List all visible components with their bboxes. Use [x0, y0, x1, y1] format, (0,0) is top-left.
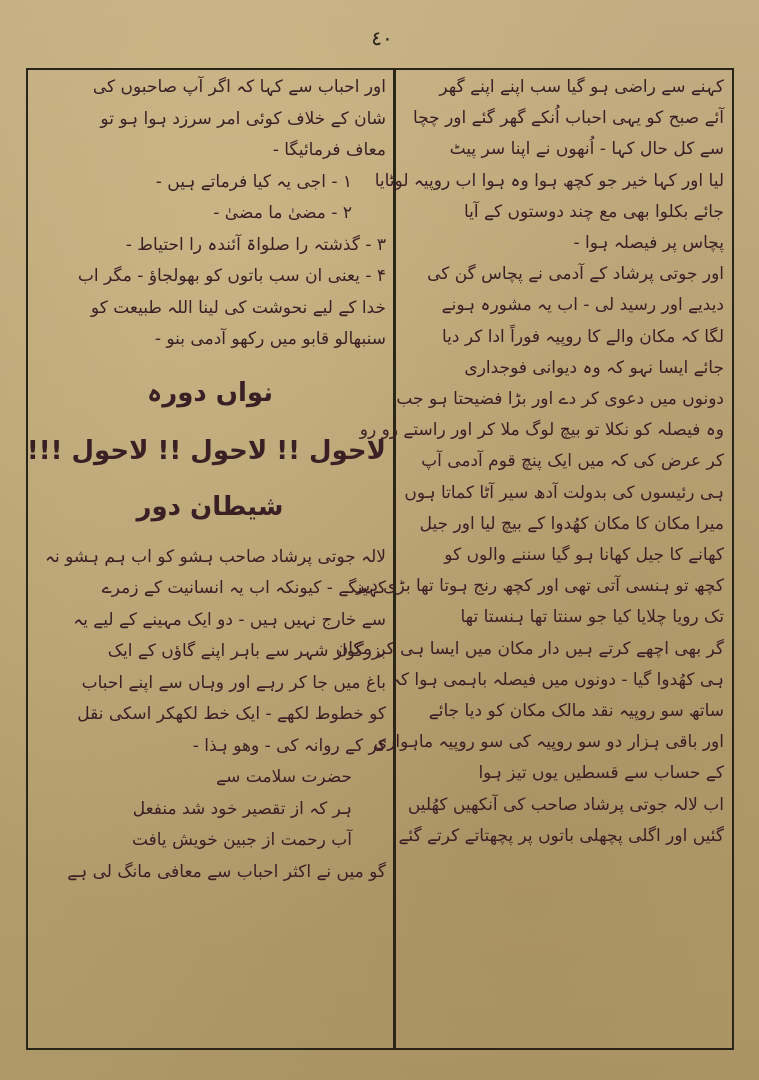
text-line: لگا کہ مکان والے کا روپیہ فوراً ادا کر دیا [442, 326, 724, 347]
text-line: شان کے خلاف کوئی امر سرزد ہوا ہو تو [100, 108, 386, 129]
text-line: کے حساب سے قسطیں یوں تیز ہوا [478, 763, 724, 784]
text-line: دونوں میں دعوی کر دے اور بڑا فضیحتا ہو جب [396, 389, 724, 410]
text-line: جائے بکلوا بھی مع چند دوستوں کے آیا [463, 201, 724, 222]
text-line: کہنے سے راضی ہو گیا سب اپنے اپنے گھر [439, 77, 724, 97]
text-line: کو خطوط لکھے - ایک خط لکھکر اسکی نقل [77, 704, 386, 724]
text-line: کر کے روانہ کی - وھو ہذا - [192, 735, 386, 756]
section-heading: نواں دورہ [147, 377, 273, 408]
text-line: ہی رئیسوں کی بدولت آدھ سیر آٹا کماتا ہوں [404, 482, 724, 503]
text-line: تک رویا چلایا کیا جو سنتا تھا ہنستا تھا [460, 607, 724, 628]
text-line: ساتھ سو روپیہ نقد مالک مکان کو دیا جائے [428, 701, 724, 722]
text-line: سے کل حال کہا - اُنھوں نے اپنا سر پیٹ [449, 139, 724, 160]
text-line: کر عرض کی کہ میں ایک پنچ قوم آدمی آپ [421, 451, 724, 472]
verse-line: ہر کہ از تقصیر خود شد منفعل [132, 798, 352, 819]
text-line: ہی کھُدوا گیا - دونوں میں فیصلہ باہمی ہوا کہ [390, 669, 724, 690]
text-line: خدا کے لیے نحوشت کی لینا اللہ طبیعت کو [90, 297, 386, 318]
column-divider [393, 68, 396, 1050]
section-subheading: شیطان دور [136, 491, 284, 522]
list-item: ۴ - یعنی ان سب باتوں کو بھولجاؤ - مگر اب [77, 266, 386, 286]
salutation: حضرت سلامت سے [216, 767, 352, 787]
text-line: سنبھالو قابو میں رکھو آدمی بنو - [154, 329, 386, 349]
text-line: اور باقی ہزار دو سو روپیہ کی سو روپیہ ماہواری [373, 732, 724, 753]
text-line: کہینگے - کیونکہ اب یہ انسانیت کے زمرے [101, 578, 386, 598]
text-line: گئیں اور اگلی پچھلی باتوں پر پچھتاتے کرتے گئے [398, 825, 724, 846]
text-line: پچاس پر فیصلہ ہوا - [573, 233, 724, 254]
text-line: لیا اور کہا خیر جو کچھ ہوا وہ ہوا اب روپیہ لوٹایا [374, 170, 724, 191]
list-item: ۳ - گذشتہ را صلواۃ آئندہ را احتیاط - [125, 234, 386, 255]
list-item: ۱ - اجی یہ کیا فرماتے ہیں - [155, 171, 352, 192]
text-line: وہ فیصلہ کو نکلا تو بیچ لوگ ملا کر اور راستے رو رو [359, 420, 724, 441]
page-number: ٤٠ [371, 26, 393, 50]
text-line: باغ میں جا کر رہے اور وہاں سے اپنے احباب [81, 672, 386, 693]
left-column [26, 72, 386, 888]
list-item: ۲ - مضیٰ ما مضیٰ - [213, 203, 352, 223]
text-line: آئے صبح کو یہی احباب اُنکے گھر گئے اور چچا [413, 108, 724, 129]
text-line: بزرگوار شہر سے باہر اپنے گاؤں کے ایک [107, 641, 386, 661]
text-line: لالہ جوتی پرشاد صاحب ہشو کو اب ہم ہشو نہ [45, 546, 386, 567]
text-line: جائے ایسا نہو کہ وہ دیوانی فوجداری [464, 357, 724, 378]
text-line: سے خارج نہیں ہیں - دو ایک مہینے کے لیے یہ [73, 609, 386, 630]
text-line: میرا مکان کا مکان کھُدوا کے بیچ لیا اور جیل [419, 513, 724, 534]
text-line: گو میں نے اکثر احباب سے معافی مانگ لی ہے [67, 861, 386, 882]
text-line: کچھ تو ہنسی آتی تھی اور کچھ رنج ہوتا تھا بڑی دیر [356, 576, 724, 597]
text-line: اور احباب سے کہا کہ اگر آپ صاحبوں کی [92, 77, 386, 97]
text-line: گر بھی اچھے کرتے ہیں دار مکان میں ایسا ہی کر مکان [335, 638, 724, 659]
text-line: دیدیے اور رسید لی - اب یہ مشورہ ہونے [441, 295, 724, 316]
text-line: اب لالہ جوتی پرشاد صاحب کی آنکھیں کھُلیں [407, 794, 724, 815]
verse-line: آب رحمت از جبین خویش یافت [131, 830, 352, 850]
right-column [335, 72, 724, 852]
text-line: اور جوتی پرشاد کے آدمی نے پچاس گن کی [427, 264, 724, 285]
section-subheading: لاحول !! لاحول !! لاحول !!! [26, 435, 386, 466]
text-line: کھانے کا جیل کھانا ہو گیا سننے والوں کو [444, 545, 724, 566]
text-line: معاف فرمائیگا - [272, 140, 386, 160]
